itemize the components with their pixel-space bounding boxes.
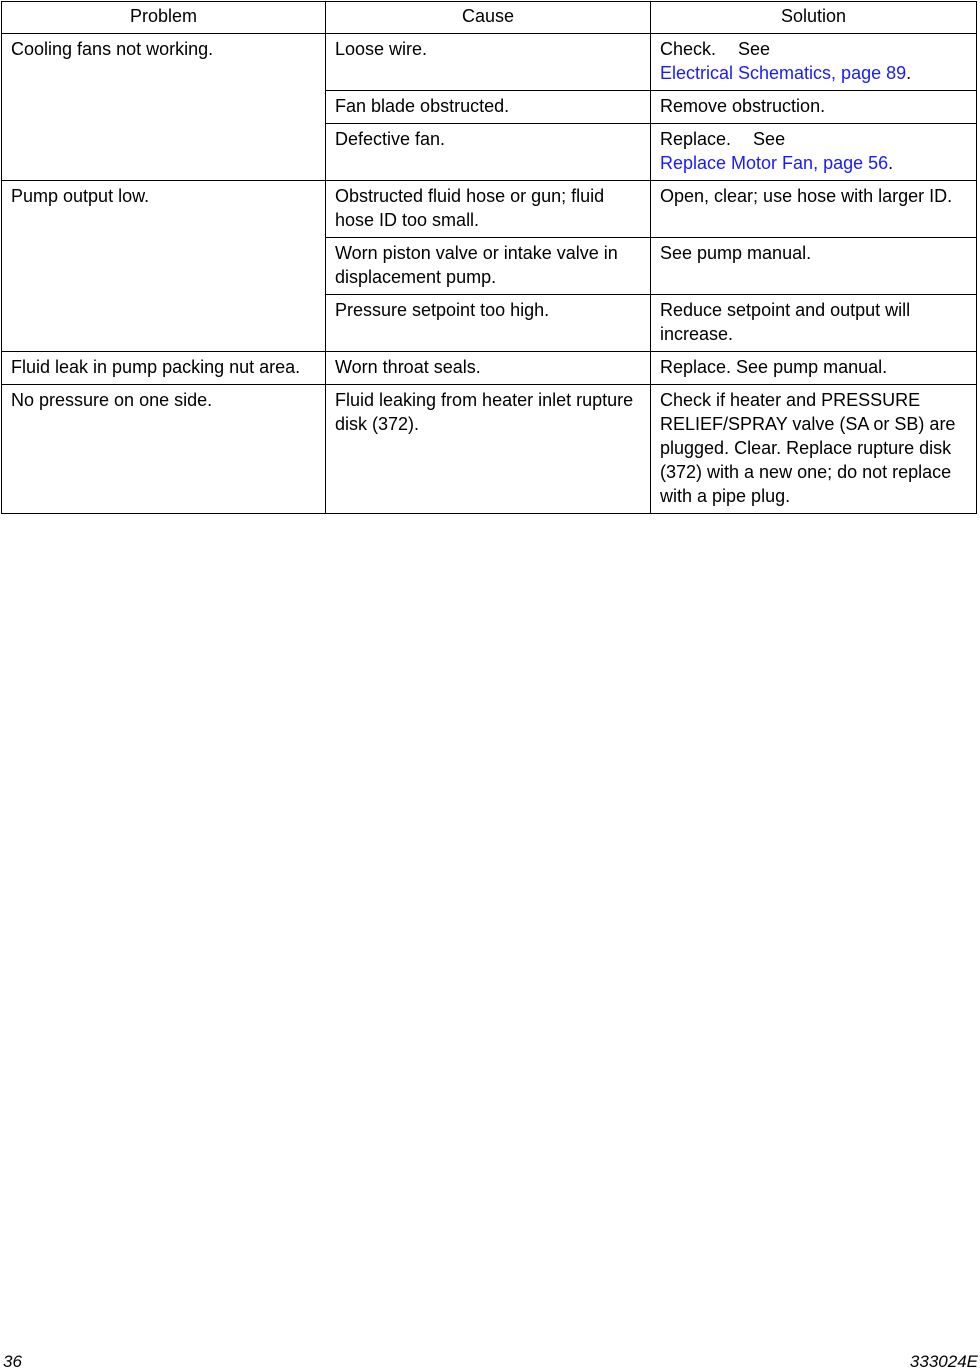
cause-cell: Fan blade obstructed. [326, 91, 651, 124]
cause-cell: Worn piston valve or intake valve in displacement pump. [326, 238, 651, 295]
solution-cell: Reduce setpoint and output will increase. [651, 295, 977, 352]
solution-cell [651, 34, 977, 91]
problem-cell: Cooling fans not working. [2, 34, 326, 181]
cause-cell: Loose wire. [326, 34, 651, 91]
header-cause: Cause [326, 2, 651, 34]
solution-cell: Open, clear; use hose with larger ID. [651, 181, 977, 238]
solution-text: Check. [660, 39, 717, 59]
electrical-schematics-link[interactable]: Electrical Schematics, page 89 [660, 63, 907, 83]
solution-period: . [888, 153, 894, 173]
table-row [2, 181, 977, 238]
troubleshooting-table [1, 1, 977, 514]
solution-cell [651, 124, 977, 181]
page-number: 36 [3, 1352, 22, 1371]
table-row [2, 385, 977, 514]
solution-text: Replace. [660, 129, 732, 149]
solution-see: See [738, 39, 771, 59]
solution-cell: See pump manual. [651, 238, 977, 295]
problem-cell: Pump output low. [2, 181, 326, 352]
solution-period: . [906, 63, 912, 83]
problem-cell: No pressure on one side. [2, 385, 326, 514]
solution-cell: Check if heater and PRESSURE RELIEF/SPRAY valve (SA or SB) are plugged. Clear. Replace rupture disk (372) with a new one; do not replace with a pipe plug. [651, 385, 977, 514]
problem-cell: Fluid leak in pump packing nut area. [2, 352, 326, 385]
table-row [2, 352, 977, 385]
solution-see: See [753, 129, 786, 149]
solution-cell: Remove obstruction. [651, 91, 977, 124]
table-row [2, 34, 977, 91]
document-number: 333024E [909, 1352, 978, 1371]
cause-cell: Defective fan. [326, 124, 651, 181]
cause-cell: Pressure setpoint too high. [326, 295, 651, 352]
solution-cell: Replace. See pump manual. [651, 352, 977, 385]
cause-cell: Obstructed fluid hose or gun; fluid hose ID too small. [326, 181, 651, 238]
header-problem: Problem [2, 2, 326, 34]
table-header-row [2, 2, 977, 34]
cause-cell: Fluid leaking from heater inlet rupture disk (372). [326, 385, 651, 514]
header-solution: Solution [651, 2, 977, 34]
cause-cell: Worn throat seals. [326, 352, 651, 385]
replace-motor-fan-link[interactable]: Replace Motor Fan, page 56 [660, 153, 889, 173]
